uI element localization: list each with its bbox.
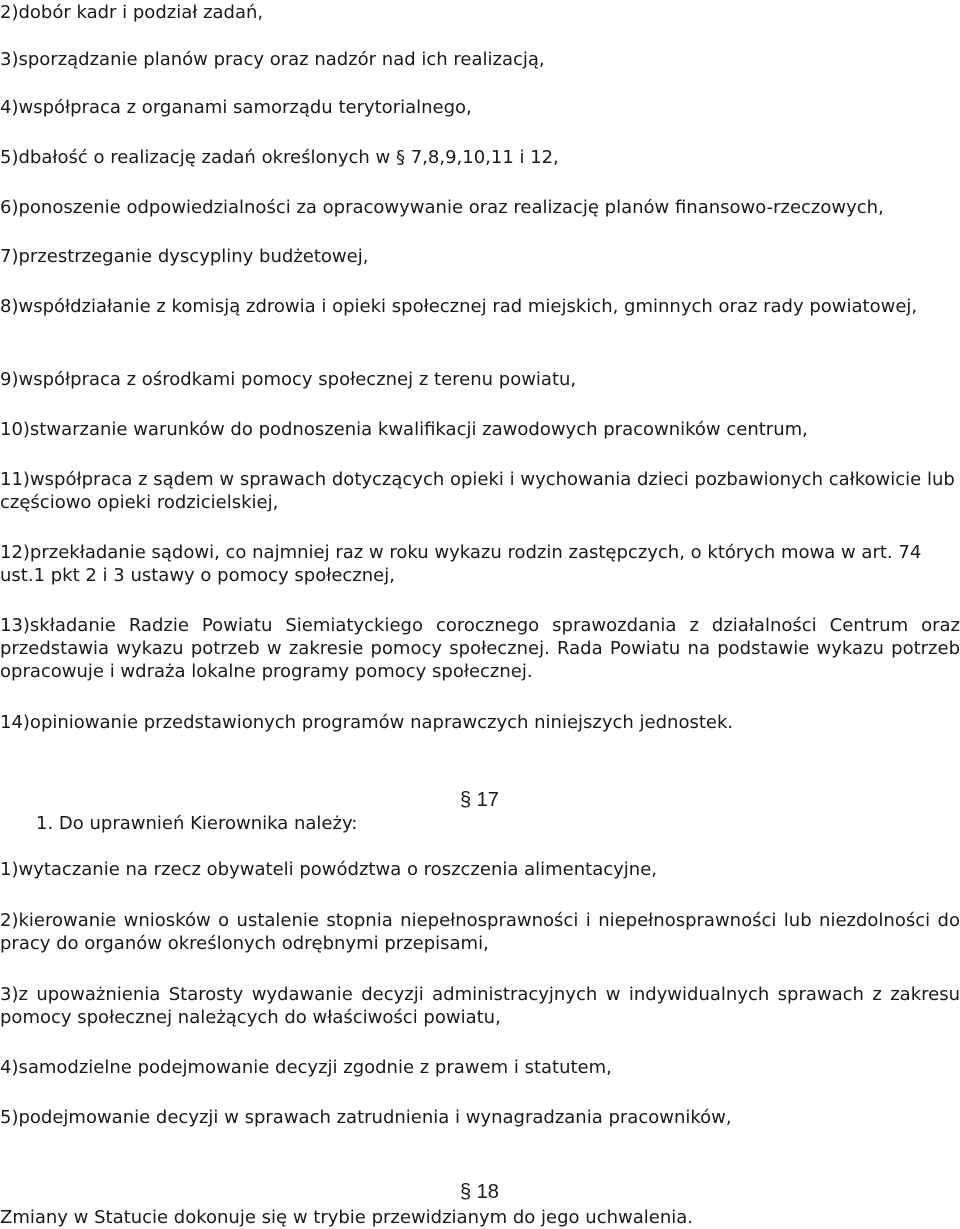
section-17-heading: 1. Do uprawnień Kierownika należy: [36,813,358,834]
list-item-14: 14)opiniowanie przedstawionych programów naprawczych niniejszych jednostek. [0,712,734,733]
list-item-9: 9)współpraca z ośrodkami pomocy społecznej z terenu powiatu, [0,369,577,390]
section-18-mark: § 18 [460,1181,499,1203]
list-item-4: 4)współpraca z organami samorządu terytorialnego, [0,97,472,118]
section-17-mark: § 17 [460,789,499,811]
list-item-5: 5)dbałość o realizację zadań określonych w § 7,8,9,10,11 i 12, [0,147,559,168]
section-18-text: Zmiany w Statucie dokonuje się w trybie przewidzianym do jego uchwalenia. [0,1207,693,1228]
list-b-item-5: 5)podejmowanie decyzji w sprawach zatrudnienia i wynagradzania pracowników, [0,1107,732,1128]
list-b-item-2: 2)kierowanie wniosków o ustalenie stopnia niepełnosprawności i niepełnosprawności lub niezdolności do pracy do organów określonych odrębnymi przepisami, [0,910,960,954]
list-item-8: 8)współdziałanie z komisją zdrowia i opieki społecznej rad miejskich, gminnych oraz rady powiatowej, [0,296,918,317]
list-item-10: 10)stwarzanie warunków do podnoszenia kwalifikacji zawodowych pracowników centrum, [0,419,808,440]
list-item-11: 11)współpraca z sądem w sprawach dotyczących opieki i wychowania dzieci pozbawionych całkowicie lub częściowo opieki rodzicielskiej, [0,469,955,513]
list-b-item-3: 3)z upoważnienia Starosty wydawanie decyzji administracyjnych w indywidualnych sprawach z zakresu pomocy społecznej należących do właściwości powiatu, [0,984,960,1028]
list-item-2: 2)dobór kadr i podział zadań, [0,2,264,23]
list-item-6: 6)ponoszenie odpowiedzialności za opracowywanie oraz realizację planów finansowo-rzeczowych, [0,197,884,218]
list-item-13: 13)składanie Radzie Powiatu Siemiatyckiego corocznego sprawozdania z działalności Centrum oraz przedstawia wykazu potrzeb w zakresie pomocy społecznej. Rada Powiatu na podstawie wykazu potrzeb opracowuje i wdraża lokalne programy pomocy społecznej. [0,615,960,682]
list-item-12: 12)przekładanie sądowi, co najmniej raz w roku wykazu rodzin zastępczych, o których mowa w art. 74 ust.1 pkt 2 i 3 ustawy o pomocy społecznej, [0,542,922,586]
list-item-3: 3)sporządzanie planów pracy oraz nadzór nad ich realizacją, [0,49,545,70]
list-b-item-1: 1)wytaczanie na rzecz obywateli powództwa o roszczenia alimentacyjne, [0,859,657,880]
list-item-7: 7)przestrzeganie dyscypliny budżetowej, [0,246,369,267]
list-b-item-4: 4)samodzielne podejmowanie decyzji zgodnie z prawem i statutem, [0,1057,612,1078]
